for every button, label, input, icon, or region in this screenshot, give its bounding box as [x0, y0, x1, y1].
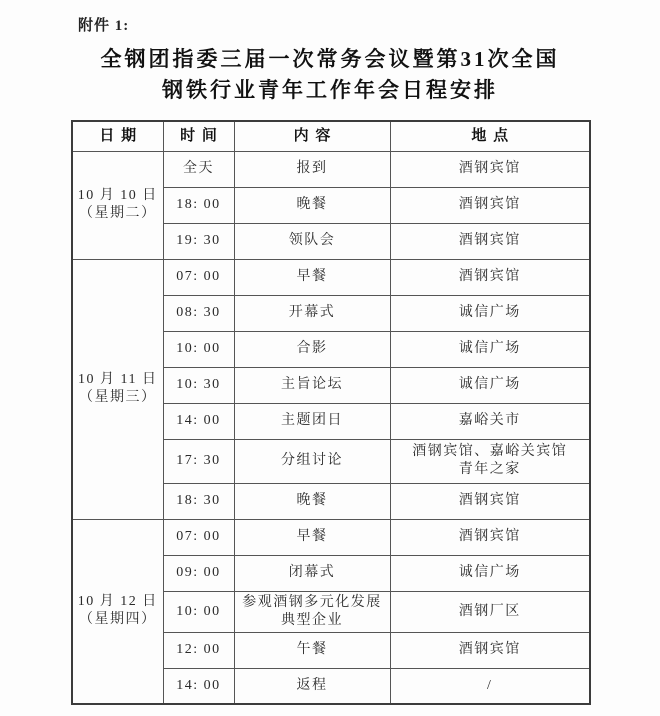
location-cell: 酒钢宾馆	[390, 632, 590, 668]
time-cell: 19: 30	[163, 223, 234, 259]
location-cell: 酒钢宾馆	[390, 483, 590, 519]
time-cell: 10: 00	[163, 331, 234, 367]
location-cell: 酒钢厂区	[390, 591, 590, 632]
time-cell: 全天	[163, 151, 234, 187]
location-cell: 诚信广场	[390, 367, 590, 403]
content-cell: 领队会	[234, 223, 390, 259]
attachment-label: 附件 1:	[78, 18, 130, 34]
location-cell: 诚信广场	[390, 331, 590, 367]
content-cell: 主旨论坛	[234, 367, 390, 403]
time-cell: 09: 00	[163, 555, 234, 591]
content-cell: 早餐	[234, 519, 390, 555]
schedule-table	[71, 120, 591, 705]
location-cell: 酒钢宾馆	[390, 223, 590, 259]
content-cell: 参观酒钢多元化发展 典型企业	[234, 591, 390, 632]
location-cell: 酒钢宾馆	[390, 187, 590, 223]
header-time: 时间	[163, 121, 234, 151]
location-cell: 嘉峪关市	[390, 403, 590, 439]
content-cell: 主题团日	[234, 403, 390, 439]
content-cell: 晚餐	[234, 483, 390, 519]
date-cell: 10 月 12 日 （星期四）	[72, 519, 163, 704]
content-cell: 开幕式	[234, 295, 390, 331]
time-cell: 18: 30	[163, 483, 234, 519]
header-content: 内容	[234, 121, 390, 151]
table-header-row	[72, 121, 590, 151]
time-cell: 10: 30	[163, 367, 234, 403]
header-date: 日期	[72, 121, 163, 151]
header-location: 地点	[390, 121, 590, 151]
content-cell: 午餐	[234, 632, 390, 668]
location-cell: /	[390, 668, 590, 704]
document-title	[0, 44, 660, 106]
time-cell: 10: 00	[163, 591, 234, 632]
time-cell: 14: 00	[163, 668, 234, 704]
date-cell: 10 月 10 日 （星期二）	[72, 151, 163, 259]
content-cell: 报到	[234, 151, 390, 187]
time-cell: 08: 30	[163, 295, 234, 331]
time-cell: 14: 00	[163, 403, 234, 439]
location-cell: 酒钢宾馆	[390, 259, 590, 295]
content-cell: 闭幕式	[234, 555, 390, 591]
location-cell: 酒钢宾馆、嘉峪关宾馆 青年之家	[390, 439, 590, 483]
table-row	[72, 259, 590, 295]
table-row	[72, 151, 590, 187]
table-row	[72, 519, 590, 555]
location-cell: 酒钢宾馆	[390, 151, 590, 187]
time-cell: 17: 30	[163, 439, 234, 483]
time-cell: 18: 00	[163, 187, 234, 223]
location-cell: 诚信广场	[390, 295, 590, 331]
content-cell: 合影	[234, 331, 390, 367]
time-cell: 07: 00	[163, 519, 234, 555]
content-cell: 返程	[234, 668, 390, 704]
time-cell: 07: 00	[163, 259, 234, 295]
content-cell: 分组讨论	[234, 439, 390, 483]
content-cell: 晚餐	[234, 187, 390, 223]
title-line-2: 钢铁行业青年工作年会日程安排	[162, 78, 498, 102]
location-cell: 酒钢宾馆	[390, 519, 590, 555]
time-cell: 12: 00	[163, 632, 234, 668]
date-cell: 10 月 11 日 （星期三）	[72, 259, 163, 519]
title-line-1: 全钢团指委三届一次常务会议暨第31次全国	[100, 47, 560, 71]
content-cell: 早餐	[234, 259, 390, 295]
location-cell: 诚信广场	[390, 555, 590, 591]
